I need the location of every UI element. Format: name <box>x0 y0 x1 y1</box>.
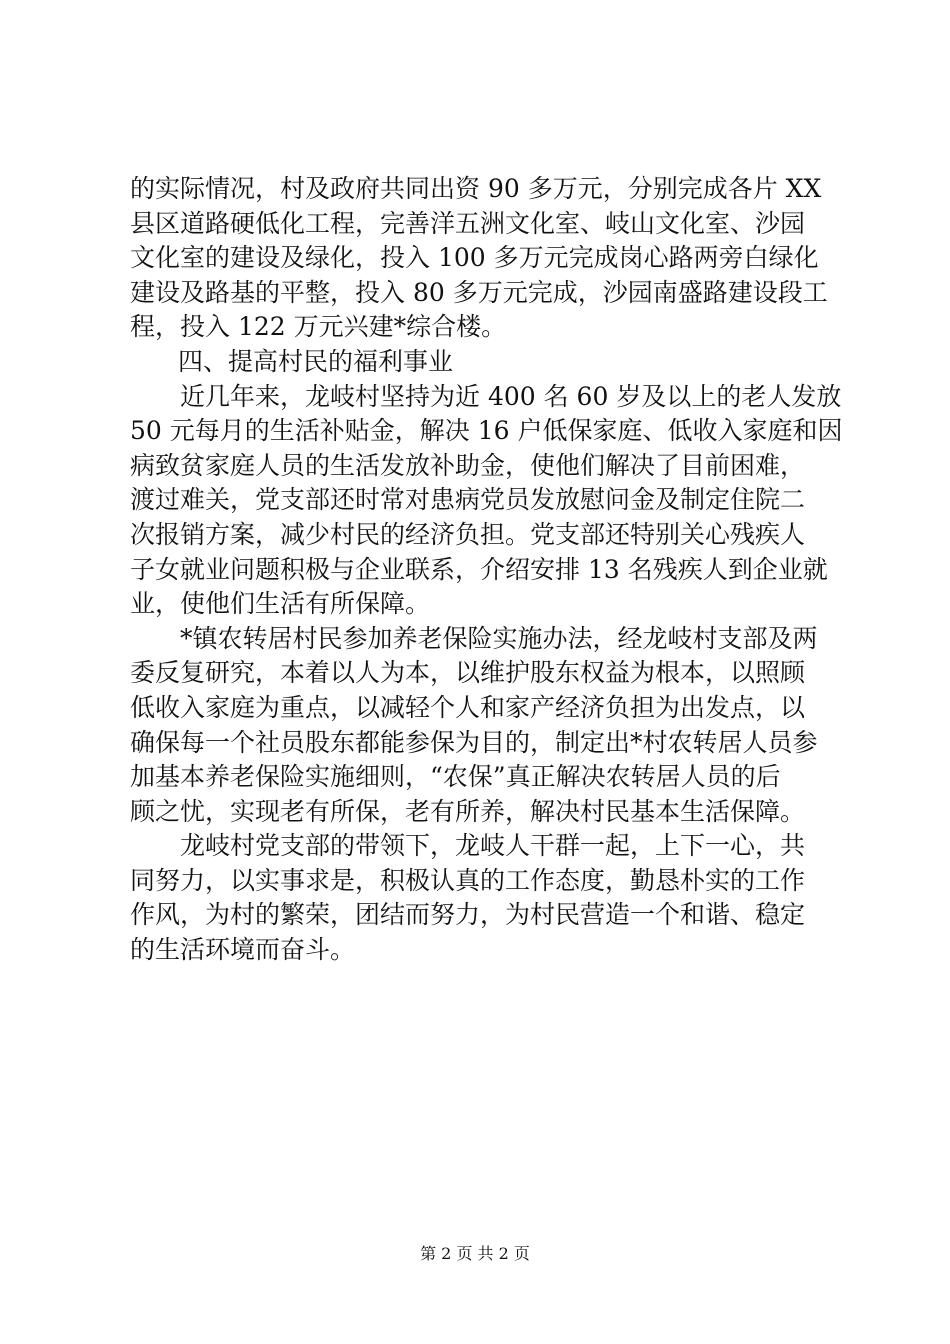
text-line: 顾之忧，实现老有所保，老有所养，解决村民基本生活保障。 <box>130 796 806 826</box>
text-line: 次报销方案，减少村民的经济负担。党支部还特别关心残疾人 <box>130 519 806 549</box>
text-line: 渡过难关，党支部还时常对患病党员发放慰问金及制定住院二 <box>130 485 806 515</box>
paragraph-first-line: 龙岐村党支部的带领下，龙岐人干群一起，上下一心，共 <box>180 831 806 861</box>
section-heading: 四、提高村民的福利事业 <box>178 346 454 376</box>
paragraph-first-line: 近几年来，龙岐村坚持为近 400 名 60 岁及以上的老人发放 <box>180 381 842 411</box>
text-line: 低收入家庭为重点，以减轻个人和家产经济负担为出发点，以 <box>130 692 806 722</box>
document-body <box>130 172 843 968</box>
text-line: 子女就业问题积极与企业联系，介绍安排 13 名残疾人到企业就 <box>130 554 828 584</box>
text-line: 确保每一个社员股东都能参保为目的，制定出*村农转居人员参 <box>130 727 818 757</box>
text-line: 50 元每月的生活补贴金，解决 16 户低保家庭、低收入家庭和因 <box>130 416 843 446</box>
text-line: 文化室的建设及绿化，投入 100 多万元完成岗心路两旁白绿化 <box>130 243 819 273</box>
text-line: 同努力，以实事求是，积极认真的工作态度，勤恳朴实的工作 <box>130 865 806 895</box>
text-line: 县区道路硬低化工程，完善洋五洲文化室、岐山文化室、沙园 <box>130 208 806 238</box>
text-line: 委反复研究，本着以人为本，以维护股东权益为根本，以照顾 <box>130 658 806 688</box>
text-line: 的生活环境而奋斗。 <box>130 935 356 965</box>
paragraph-first-line: *镇农转居村民参加养老保险实施办法，经龙岐村支部及两 <box>180 623 818 653</box>
text-line: 的实际情况，村及政府共同出资 90 多万元，分别完成各片 XX <box>130 174 822 203</box>
text-line: 病致贫家庭人员的生活发放补助金，使他们解决了目前困难， <box>130 450 806 480</box>
text-line: 作风，为村的繁荣，团结而努力，为村民营造一个和谐、稳定 <box>130 900 806 930</box>
text-line: 加基本养老保险实施细则，“农保”真正解决农转居人员的后 <box>130 762 781 792</box>
text-line: 建设及路基的平整，投入 80 多万元完成，沙园南盛路建设段工 <box>130 277 828 307</box>
text-line: 业，使他们生活有所保障。 <box>130 589 431 619</box>
text-line: 程，投入 122 万元兴建*综合楼。 <box>130 312 507 342</box>
page-number-footer: 第 2 页 共 2 页 <box>420 1244 530 1263</box>
